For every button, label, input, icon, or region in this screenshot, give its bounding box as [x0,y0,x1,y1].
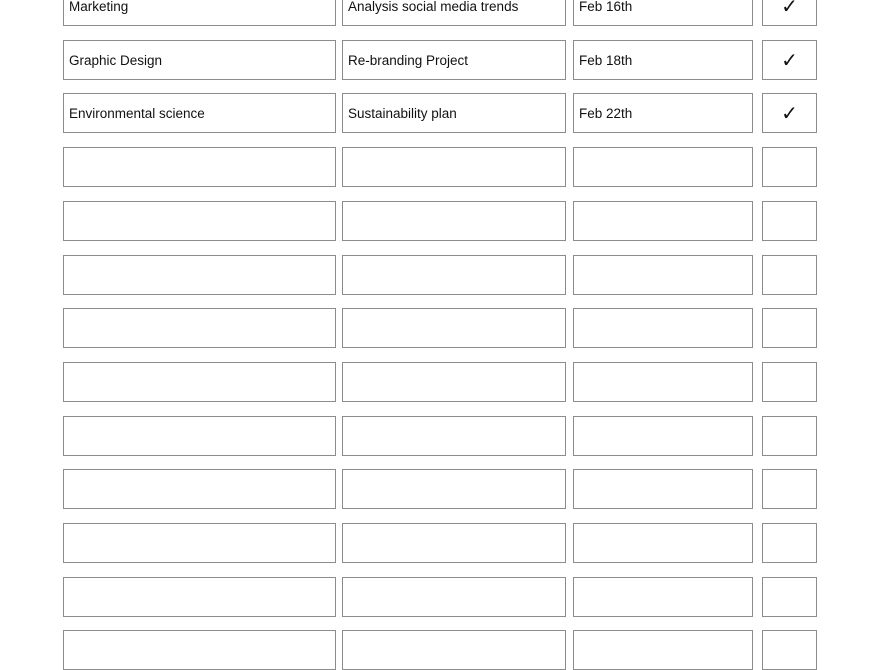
date-field[interactable] [573,255,753,295]
subject-field[interactable] [63,308,336,348]
done-checkbox[interactable] [762,577,817,617]
date-field[interactable]: Feb 22th [573,93,753,133]
task-field[interactable]: Sustainability plan [342,93,566,133]
subject-field[interactable] [63,416,336,456]
done-checkbox[interactable] [762,147,817,187]
date-field[interactable] [573,523,753,563]
done-checkbox[interactable] [762,469,817,509]
table-row [0,147,880,187]
done-checkbox[interactable] [762,523,817,563]
date-field[interactable]: Feb 18th [573,40,753,80]
table-row [0,523,880,563]
subject-field[interactable] [63,255,336,295]
subject-field[interactable]: Environmental science [63,93,336,133]
subject-field[interactable] [63,469,336,509]
date-field[interactable] [573,362,753,402]
date-field[interactable] [573,577,753,617]
task-field[interactable]: Re-branding Project [342,40,566,80]
table-row [0,416,880,456]
done-checkbox[interactable]: ✓ [762,0,817,26]
table-row [0,201,880,241]
table-row [0,308,880,348]
date-field[interactable] [573,469,753,509]
task-field[interactable] [342,523,566,563]
task-field[interactable] [342,469,566,509]
done-checkbox[interactable] [762,255,817,295]
done-checkbox[interactable]: ✓ [762,40,817,80]
task-field[interactable] [342,255,566,295]
table-row [0,0,880,26]
subject-field[interactable] [63,362,336,402]
date-field[interactable] [573,201,753,241]
done-checkbox[interactable] [762,308,817,348]
subject-field[interactable] [63,630,336,670]
subject-field[interactable] [63,577,336,617]
table-row [0,630,880,670]
task-field[interactable] [342,416,566,456]
task-field[interactable] [342,147,566,187]
table-row [0,362,880,402]
date-field[interactable] [573,308,753,348]
task-field[interactable] [342,362,566,402]
date-field[interactable] [573,416,753,456]
task-field[interactable] [342,630,566,670]
done-checkbox[interactable] [762,201,817,241]
task-field[interactable]: Analysis social media trends [342,0,566,26]
task-field[interactable] [342,577,566,617]
subject-field[interactable] [63,147,336,187]
subject-field[interactable]: Marketing [63,0,336,26]
subject-field[interactable] [63,523,336,563]
date-field[interactable]: Feb 16th [573,0,753,26]
done-checkbox[interactable] [762,630,817,670]
task-field[interactable] [342,201,566,241]
table-row [0,40,880,80]
done-checkbox[interactable] [762,416,817,456]
table-row [0,93,880,133]
table-row [0,577,880,617]
done-checkbox[interactable]: ✓ [762,93,817,133]
subject-field[interactable] [63,201,336,241]
done-checkbox[interactable] [762,362,817,402]
table-row [0,469,880,509]
subject-field[interactable]: Graphic Design [63,40,336,80]
table-row [0,255,880,295]
date-field[interactable] [573,630,753,670]
date-field[interactable] [573,147,753,187]
task-field[interactable] [342,308,566,348]
